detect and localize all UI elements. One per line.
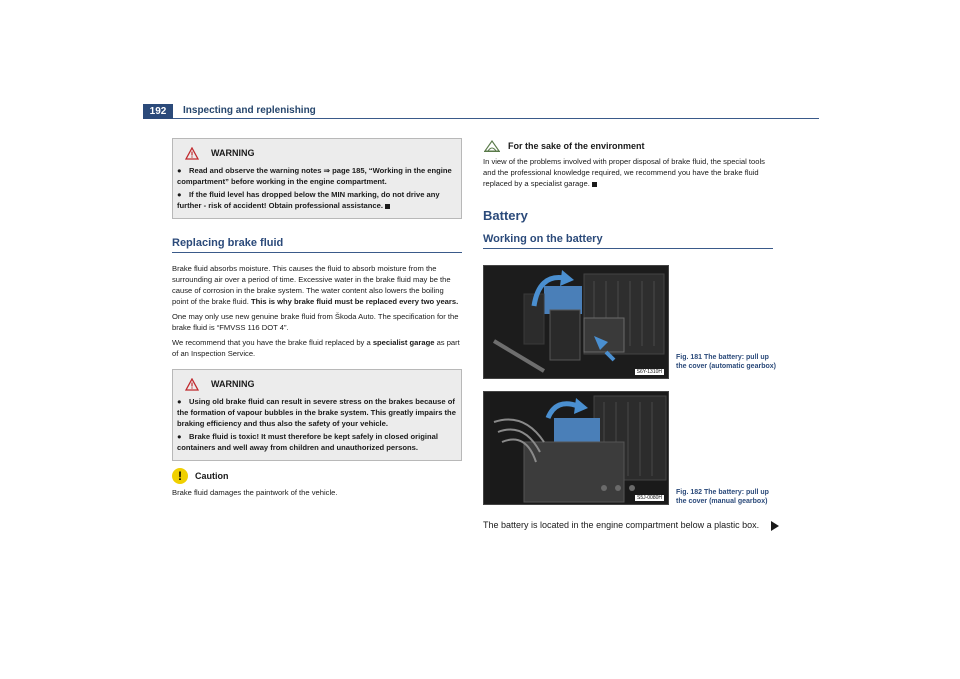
paragraph: [172, 337, 462, 359]
warning-item: ● Brake fluid is toxic! It must therefore be kept safely in closed original containers and well away from children and unauthorized persons.: [177, 432, 438, 452]
environment-text: [483, 156, 773, 189]
caution-header: [172, 467, 462, 485]
warning-item-text: Brake fluid is toxic! It must therefore be kept safely in closed original containers and well away from children and unauthorized persons.: [177, 432, 438, 452]
warning-item: ● Using old brake fluid can result in severe stress on the brakes because of the formation of vapour bubbles in the brake system. This greatly impairs the braking efficiency and thus also the safety of your vehicle.: [177, 397, 456, 428]
warning-title: WARNING: [211, 379, 255, 389]
section-end-mark: [592, 182, 597, 187]
warning-item: ● If the fluid level has dropped below the MIN marking, do not drive any further - risk of accident! Obtain professional assistance.: [177, 190, 440, 210]
right-column: [483, 138, 773, 249]
paragraph-text: We recommend that you have the brake fluid replaced by a: [172, 338, 371, 347]
page-title: Inspecting and replenishing: [183, 105, 316, 116]
header-rule: [173, 118, 819, 119]
paragraph-text: as part of an Inspection Service.: [172, 338, 460, 358]
warning-triangle-icon: [185, 378, 199, 391]
chapter-title: Battery: [483, 208, 528, 223]
left-column: [172, 138, 462, 502]
environment-text-body: In view of the problems involved with proper disposal of brake fluid, the special tools and the professional knowledge required, we recommend you have the brake fluid replaced by a specialist garage.: [483, 157, 765, 188]
caution-text: Brake fluid damages the paintwork of the vehicle.: [172, 488, 338, 497]
battery-manual-illustration: [484, 392, 669, 505]
figure-181-image: [483, 265, 669, 379]
caution-title: Caution: [195, 471, 229, 481]
warning-header: [177, 145, 457, 161]
warning-triangle-icon: [185, 147, 199, 160]
section-end-mark: [385, 204, 390, 209]
warning-item-text: If the fluid level has dropped below the MIN marking, do not drive any further - risk of accident! Obtain professional assistance.: [177, 190, 440, 210]
figure-182-caption: Fig. 182 The battery: pull up the cover (manual gearbox): [676, 489, 769, 505]
warning-item-text: Read and observe the warning notes ⇒ page 185, “Working in the engine compartment” before working in the engine compartment.: [177, 166, 452, 186]
warning-box-2: [172, 369, 462, 461]
warning-box-1: [172, 138, 462, 219]
warning-item-text: Using old brake fluid can result in severe stress on the brakes because of the formation of vapour bubbles in the brake system. This greatly impairs the braking efficiency and thus also the safety of your vehicle.: [177, 397, 456, 428]
next-page-arrow-icon[interactable]: [771, 521, 779, 531]
page-header: [143, 104, 819, 120]
caution-exclamation-icon: !: [172, 468, 188, 484]
figure-182-image: [483, 391, 669, 505]
environment-header: [483, 138, 773, 154]
battery-paragraph: The battery is located in the engine compartment below a plastic box.: [483, 520, 760, 530]
page-number: 192: [143, 104, 173, 119]
figure-code: S6Y-1310H: [636, 369, 662, 375]
paragraph-bold: This is why brake fluid must be replaced every two years.: [250, 297, 459, 306]
environment-title: For the sake of the environment: [508, 141, 645, 151]
environment-icon: [483, 139, 501, 153]
warning-item: ● Read and observe the warning notes ⇒ page 185, “Working in the engine compartment” before working in the engine compartment.: [177, 166, 452, 186]
paragraph-bold: specialist garage: [372, 338, 435, 347]
warning-header: [177, 376, 457, 392]
battery-automatic-illustration: [484, 266, 669, 379]
paragraph: One may only use new genuine brake fluid from Škoda Auto. The specification for the brake fluid is “FMVSS 116 DOT 4”.: [172, 312, 459, 332]
figure-181-caption: Fig. 181 The battery: pull up the cover (automatic gearbox): [676, 354, 776, 370]
figure-code: S5J-0080H: [636, 495, 662, 501]
paragraph-text: Brake fluid absorbs moisture. This causes the fluid to absorb moisture from the surrounding air over a period of time. Excessive water in the brake fluid may be the cause of corrosion in the brake system. The water content also lowers the boiling point of the brake fluid.: [172, 264, 451, 306]
warning-title: WARNING: [211, 148, 255, 158]
section-heading: Working on the battery: [483, 233, 773, 249]
paragraph: [172, 263, 462, 307]
section-heading: Replacing brake fluid: [172, 237, 462, 253]
